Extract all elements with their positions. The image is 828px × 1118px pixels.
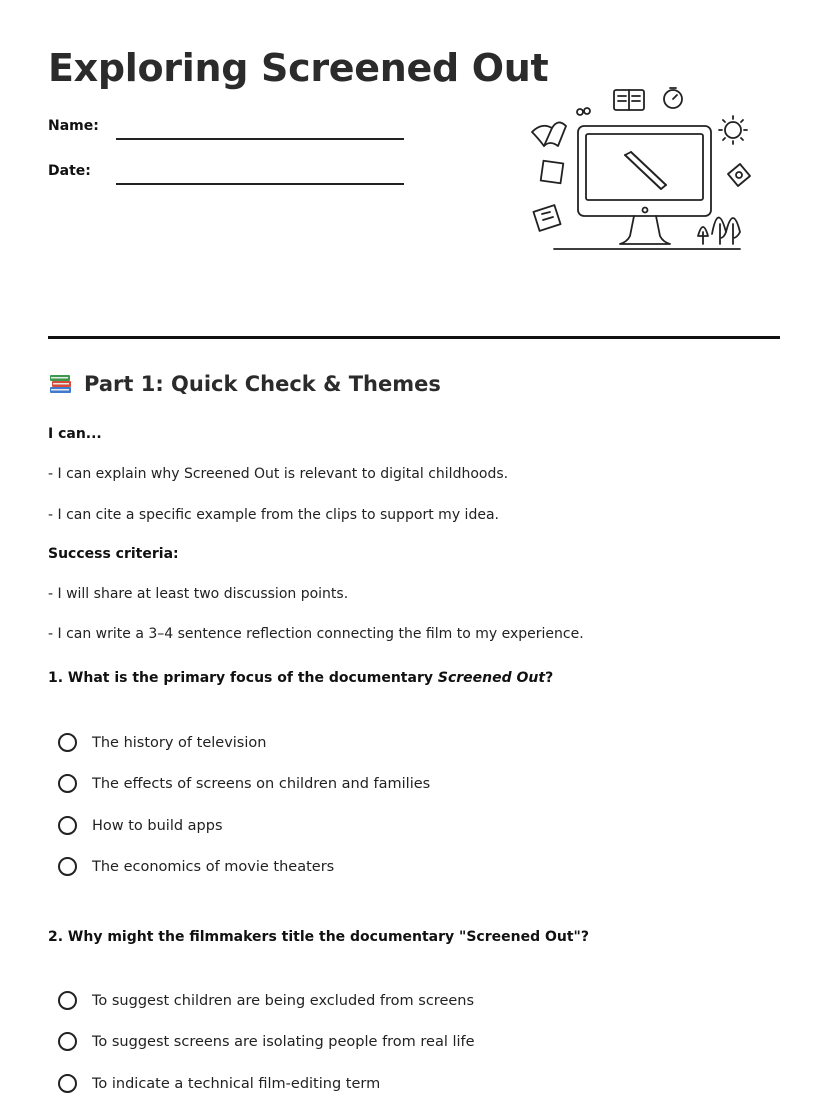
- part1-heading-text: Part 1: Quick Check & Themes: [84, 372, 441, 396]
- section-divider: [48, 336, 780, 339]
- radio-button[interactable]: [58, 774, 77, 793]
- option-label: To suggest screens are isolating people from real life: [92, 1033, 475, 1050]
- success-criteria-label: Success criteria:: [48, 546, 179, 562]
- option-label: The effects of screens on children and families: [92, 775, 431, 792]
- question-1: [48, 670, 553, 686]
- radio-button[interactable]: [58, 816, 77, 835]
- name-line[interactable]: [116, 138, 404, 140]
- i-can-item: - I can explain why Screened Out is relevant to digital childhoods.: [48, 466, 509, 482]
- radio-button[interactable]: [58, 857, 77, 876]
- radio-button[interactable]: [58, 991, 77, 1010]
- computer-illustration: [528, 84, 758, 256]
- option-label: How to build apps: [92, 817, 223, 834]
- date-label: Date:: [48, 163, 91, 179]
- glasses-icon: [577, 109, 583, 115]
- q1-option-b[interactable]: [58, 774, 430, 793]
- q1-option-a[interactable]: [58, 733, 266, 752]
- success-item: - I will share at least two discussion points.: [48, 586, 349, 602]
- worksheet-title: Exploring Screened Out: [48, 46, 549, 90]
- q2-option-b[interactable]: [58, 1032, 475, 1051]
- name-label: Name:: [48, 118, 99, 134]
- question-1-text: 1. What is the primary focus of the documentary: [48, 670, 438, 686]
- radio-button[interactable]: [58, 733, 77, 752]
- books-icon: [48, 372, 74, 396]
- part1-heading: [48, 372, 441, 396]
- plant-icon: [698, 227, 708, 244]
- question-2: 2. Why might the filmmakers title the documentary "Screened Out"?: [48, 929, 589, 945]
- i-can-label: I can...: [48, 426, 102, 442]
- option-label: The economics of movie theaters: [92, 858, 335, 875]
- note-icon: [541, 161, 564, 184]
- sun-icon: [725, 122, 741, 138]
- monitor-icon: [578, 126, 711, 216]
- paint-icon: [728, 164, 750, 186]
- question-1-mark: ?: [545, 670, 554, 686]
- q2-option-a[interactable]: [58, 991, 474, 1010]
- q1-option-c[interactable]: [58, 816, 223, 835]
- i-can-item: - I can cite a specific example from the clips to support my idea.: [48, 507, 499, 523]
- option-label: To indicate a technical film-editing term: [92, 1075, 381, 1092]
- option-label: The history of television: [92, 734, 267, 751]
- radio-button[interactable]: [58, 1074, 77, 1093]
- q2-option-c[interactable]: [58, 1074, 380, 1093]
- question-1-film-title: Screened Out: [437, 670, 546, 686]
- option-label: To suggest children are being excluded from screens: [92, 992, 475, 1009]
- q1-option-d[interactable]: [58, 857, 334, 876]
- success-item: - I can write a 3–4 sentence reflection connecting the film to my experience.: [48, 626, 584, 642]
- radio-button[interactable]: [58, 1032, 77, 1051]
- date-line[interactable]: [116, 183, 404, 185]
